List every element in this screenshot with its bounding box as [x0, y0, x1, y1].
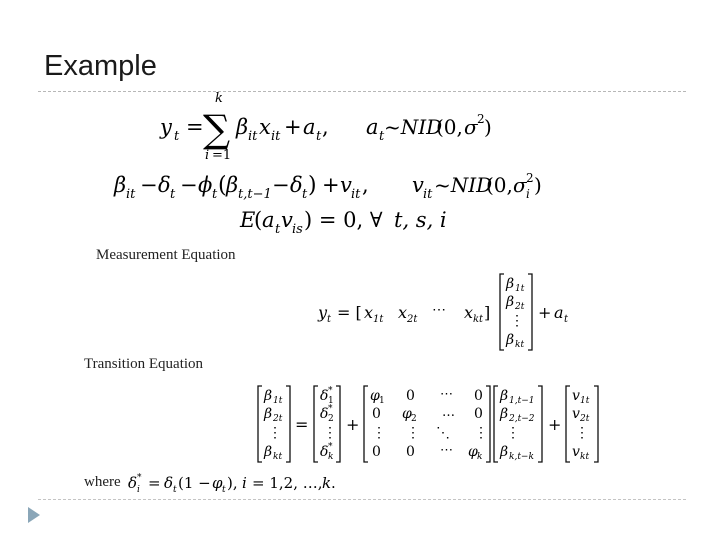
svg-text:2,t−2: 2,t−2 — [509, 414, 535, 424]
svg-text:=: = — [148, 474, 161, 492]
svg-text:+: + — [284, 115, 302, 139]
svg-text:v: v — [340, 173, 352, 197]
svg-text:(0,: (0, — [436, 115, 463, 139]
svg-text:δ: δ — [290, 173, 303, 197]
svg-text:β: β — [506, 276, 515, 292]
svg-text:β: β — [264, 444, 273, 460]
bullet-arrow-icon — [28, 507, 40, 523]
svg-text:β: β — [264, 388, 273, 404]
svg-text:⋯: ⋯ — [432, 302, 446, 318]
svg-text:is: is — [292, 222, 303, 237]
svg-text:= 1,2, …,: = 1,2, …, — [252, 474, 323, 492]
svg-text:(0,: (0, — [486, 173, 513, 197]
svg-text:i: i — [205, 148, 210, 163]
svg-text:*: * — [328, 404, 333, 414]
svg-text:.: . — [331, 474, 336, 492]
svg-text:(1 −: (1 − — [178, 474, 211, 492]
svg-text:y: y — [160, 115, 172, 139]
svg-text:β: β — [114, 173, 127, 197]
svg-text:2: 2 — [526, 171, 534, 185]
svg-text:x: x — [464, 303, 474, 322]
svg-text:t: t — [275, 222, 281, 237]
svg-text:k: k — [215, 91, 223, 106]
svg-text:it: it — [423, 187, 433, 202]
svg-text:2: 2 — [328, 414, 334, 424]
svg-text:i: i — [137, 485, 140, 495]
svg-text:2t: 2t — [515, 302, 525, 312]
svg-text:v: v — [281, 208, 293, 232]
svg-text:~NID: ~NID — [384, 115, 443, 139]
svg-text:0: 0 — [474, 388, 483, 404]
svg-text:t: t — [222, 485, 226, 495]
svg-text:1t: 1t — [273, 396, 283, 406]
svg-text:k: k — [322, 474, 332, 492]
svg-text:v: v — [412, 173, 424, 197]
svg-text:= [: = [ — [337, 303, 362, 322]
svg-text:β: β — [226, 173, 239, 197]
svg-text:⋮: ⋮ — [506, 425, 520, 441]
measurement-equation-sum — [159, 91, 492, 163]
svg-text:⋮: ⋮ — [268, 425, 282, 441]
svg-text:+: + — [346, 415, 360, 434]
where-label: where — [84, 474, 121, 490]
svg-text:−: − — [140, 173, 158, 197]
svg-text:δ: δ — [320, 406, 329, 422]
svg-text:0: 0 — [406, 444, 415, 460]
svg-text:σ: σ — [464, 115, 478, 139]
svg-text:*: * — [328, 386, 333, 396]
svg-text:y: y — [318, 303, 328, 322]
svg-text:0: 0 — [474, 406, 483, 422]
svg-text:kt: kt — [515, 340, 525, 350]
svg-text:E: E — [240, 208, 256, 232]
svg-text:*: * — [137, 473, 142, 483]
svg-text:⋮: ⋮ — [372, 425, 386, 441]
svg-text:it: it — [351, 187, 361, 202]
svg-text:k,t−k: k,t−k — [509, 452, 534, 462]
svg-text:v: v — [572, 406, 580, 422]
svg-text:⋱: ⋱ — [436, 425, 450, 441]
svg-text:~NID: ~NID — [434, 173, 493, 197]
svg-text:β: β — [500, 388, 509, 404]
svg-text:φ: φ — [212, 474, 223, 492]
svg-text:t: t — [212, 187, 218, 202]
svg-text:t: t — [327, 314, 332, 325]
svg-text:k: k — [328, 452, 334, 462]
svg-text:it: it — [271, 129, 281, 144]
svg-text:2: 2 — [411, 414, 417, 424]
svg-text:⋯: ⋯ — [440, 443, 453, 458]
svg-text:φ: φ — [468, 444, 478, 460]
svg-text:2t: 2t — [273, 414, 283, 424]
svg-text:x: x — [259, 115, 271, 139]
svg-text:t: t — [173, 485, 177, 495]
transition-matrix-equation — [252, 382, 612, 466]
svg-text:): ) — [484, 115, 492, 139]
svg-text:⋯: ⋯ — [440, 387, 453, 402]
svg-text:]: ] — [484, 303, 491, 322]
svg-text:x: x — [398, 303, 408, 322]
svg-text:σ: σ — [513, 173, 527, 197]
svg-text:φ: φ — [370, 388, 380, 404]
svg-text:k: k — [477, 452, 483, 462]
svg-text:(: ( — [254, 208, 263, 232]
svg-text:β: β — [506, 332, 515, 348]
svg-text:+: + — [548, 415, 562, 434]
svg-text:+: + — [538, 303, 552, 322]
svg-text:kt: kt — [273, 452, 283, 462]
footer-divider — [38, 499, 686, 500]
svg-text:1: 1 — [328, 396, 334, 406]
svg-text:0: 0 — [372, 444, 381, 460]
svg-text:∑: ∑ — [203, 107, 231, 151]
svg-text:φ: φ — [402, 406, 412, 422]
svg-text:−: − — [180, 173, 198, 197]
svg-text:i: i — [242, 474, 247, 492]
svg-text:δ: δ — [320, 444, 329, 460]
where-definition — [124, 470, 354, 496]
svg-text:⋮: ⋮ — [406, 425, 420, 441]
svg-text:t: t — [302, 187, 308, 202]
svg-text:) = 0, ∀: ) = 0, ∀ — [304, 208, 383, 232]
independence-condition — [239, 208, 447, 237]
svg-text:β: β — [500, 444, 509, 460]
svg-text:,: , — [322, 115, 329, 139]
svg-text:δ: δ — [164, 474, 174, 492]
svg-text:1,t−1: 1,t−1 — [509, 396, 535, 406]
svg-text:i: i — [526, 187, 530, 201]
svg-text:v: v — [572, 444, 580, 460]
svg-text:x: x — [364, 303, 374, 322]
svg-text:v: v — [572, 388, 580, 404]
measurement-equation-label: Measurement Equation — [96, 247, 236, 263]
svg-text:β: β — [506, 294, 515, 310]
svg-text:⋮: ⋮ — [474, 425, 488, 441]
svg-text:δ: δ — [320, 388, 329, 404]
svg-text:,: , — [362, 173, 369, 197]
svg-text:⋮: ⋮ — [323, 425, 337, 441]
svg-text:): ) — [308, 173, 317, 198]
svg-text:t,t−1: t,t−1 — [238, 187, 272, 202]
svg-text:t, s, i: t, s, i — [394, 208, 447, 232]
svg-text:a: a — [303, 115, 316, 139]
svg-text:=: = — [295, 415, 309, 434]
svg-text:a: a — [262, 208, 275, 232]
svg-text:t: t — [170, 187, 176, 202]
svg-text:δ: δ — [158, 173, 171, 197]
svg-text:β: β — [264, 406, 273, 422]
slide-title: Example — [44, 50, 157, 82]
svg-text:): ) — [534, 173, 542, 197]
svg-text:it: it — [126, 187, 136, 202]
svg-text:t: t — [564, 314, 569, 325]
svg-text:1t: 1t — [580, 396, 590, 406]
svg-text:2t: 2t — [580, 414, 590, 424]
transition-equation-label: Transition Equation — [84, 356, 204, 372]
svg-text:t: t — [316, 129, 322, 144]
svg-text:−: − — [272, 173, 290, 197]
svg-text:0: 0 — [372, 406, 381, 422]
svg-text:kt: kt — [580, 452, 590, 462]
svg-text:it: it — [248, 129, 258, 144]
svg-text:2t: 2t — [407, 314, 418, 325]
svg-text:*: * — [328, 442, 333, 452]
svg-text:+: + — [322, 173, 340, 197]
svg-text:ϕ: ϕ — [198, 173, 213, 197]
svg-text:(: ( — [218, 173, 227, 198]
svg-text:β: β — [236, 115, 249, 139]
svg-text:⋮: ⋮ — [510, 313, 524, 329]
svg-text:a: a — [554, 303, 564, 322]
svg-text:δ: δ — [128, 474, 138, 492]
svg-text:=: = — [186, 115, 204, 139]
svg-text:1t: 1t — [373, 314, 384, 325]
svg-text:t: t — [379, 129, 385, 144]
svg-text:…: … — [442, 405, 455, 420]
svg-text:⋮: ⋮ — [575, 425, 589, 441]
svg-text:t: t — [174, 129, 180, 144]
svg-text:a: a — [366, 115, 379, 139]
svg-text:=1: =1 — [212, 148, 232, 163]
equation-block-top — [100, 86, 600, 246]
svg-text:β: β — [500, 406, 509, 422]
svg-text:1: 1 — [379, 396, 385, 406]
measurement-matrix-equation — [310, 270, 590, 354]
svg-text:1t: 1t — [515, 284, 525, 294]
svg-text:kt: kt — [473, 314, 484, 325]
svg-text:0: 0 — [406, 388, 415, 404]
transition-equation-beta — [113, 171, 542, 202]
svg-text:2: 2 — [477, 112, 485, 126]
svg-text:),: ), — [227, 474, 238, 492]
